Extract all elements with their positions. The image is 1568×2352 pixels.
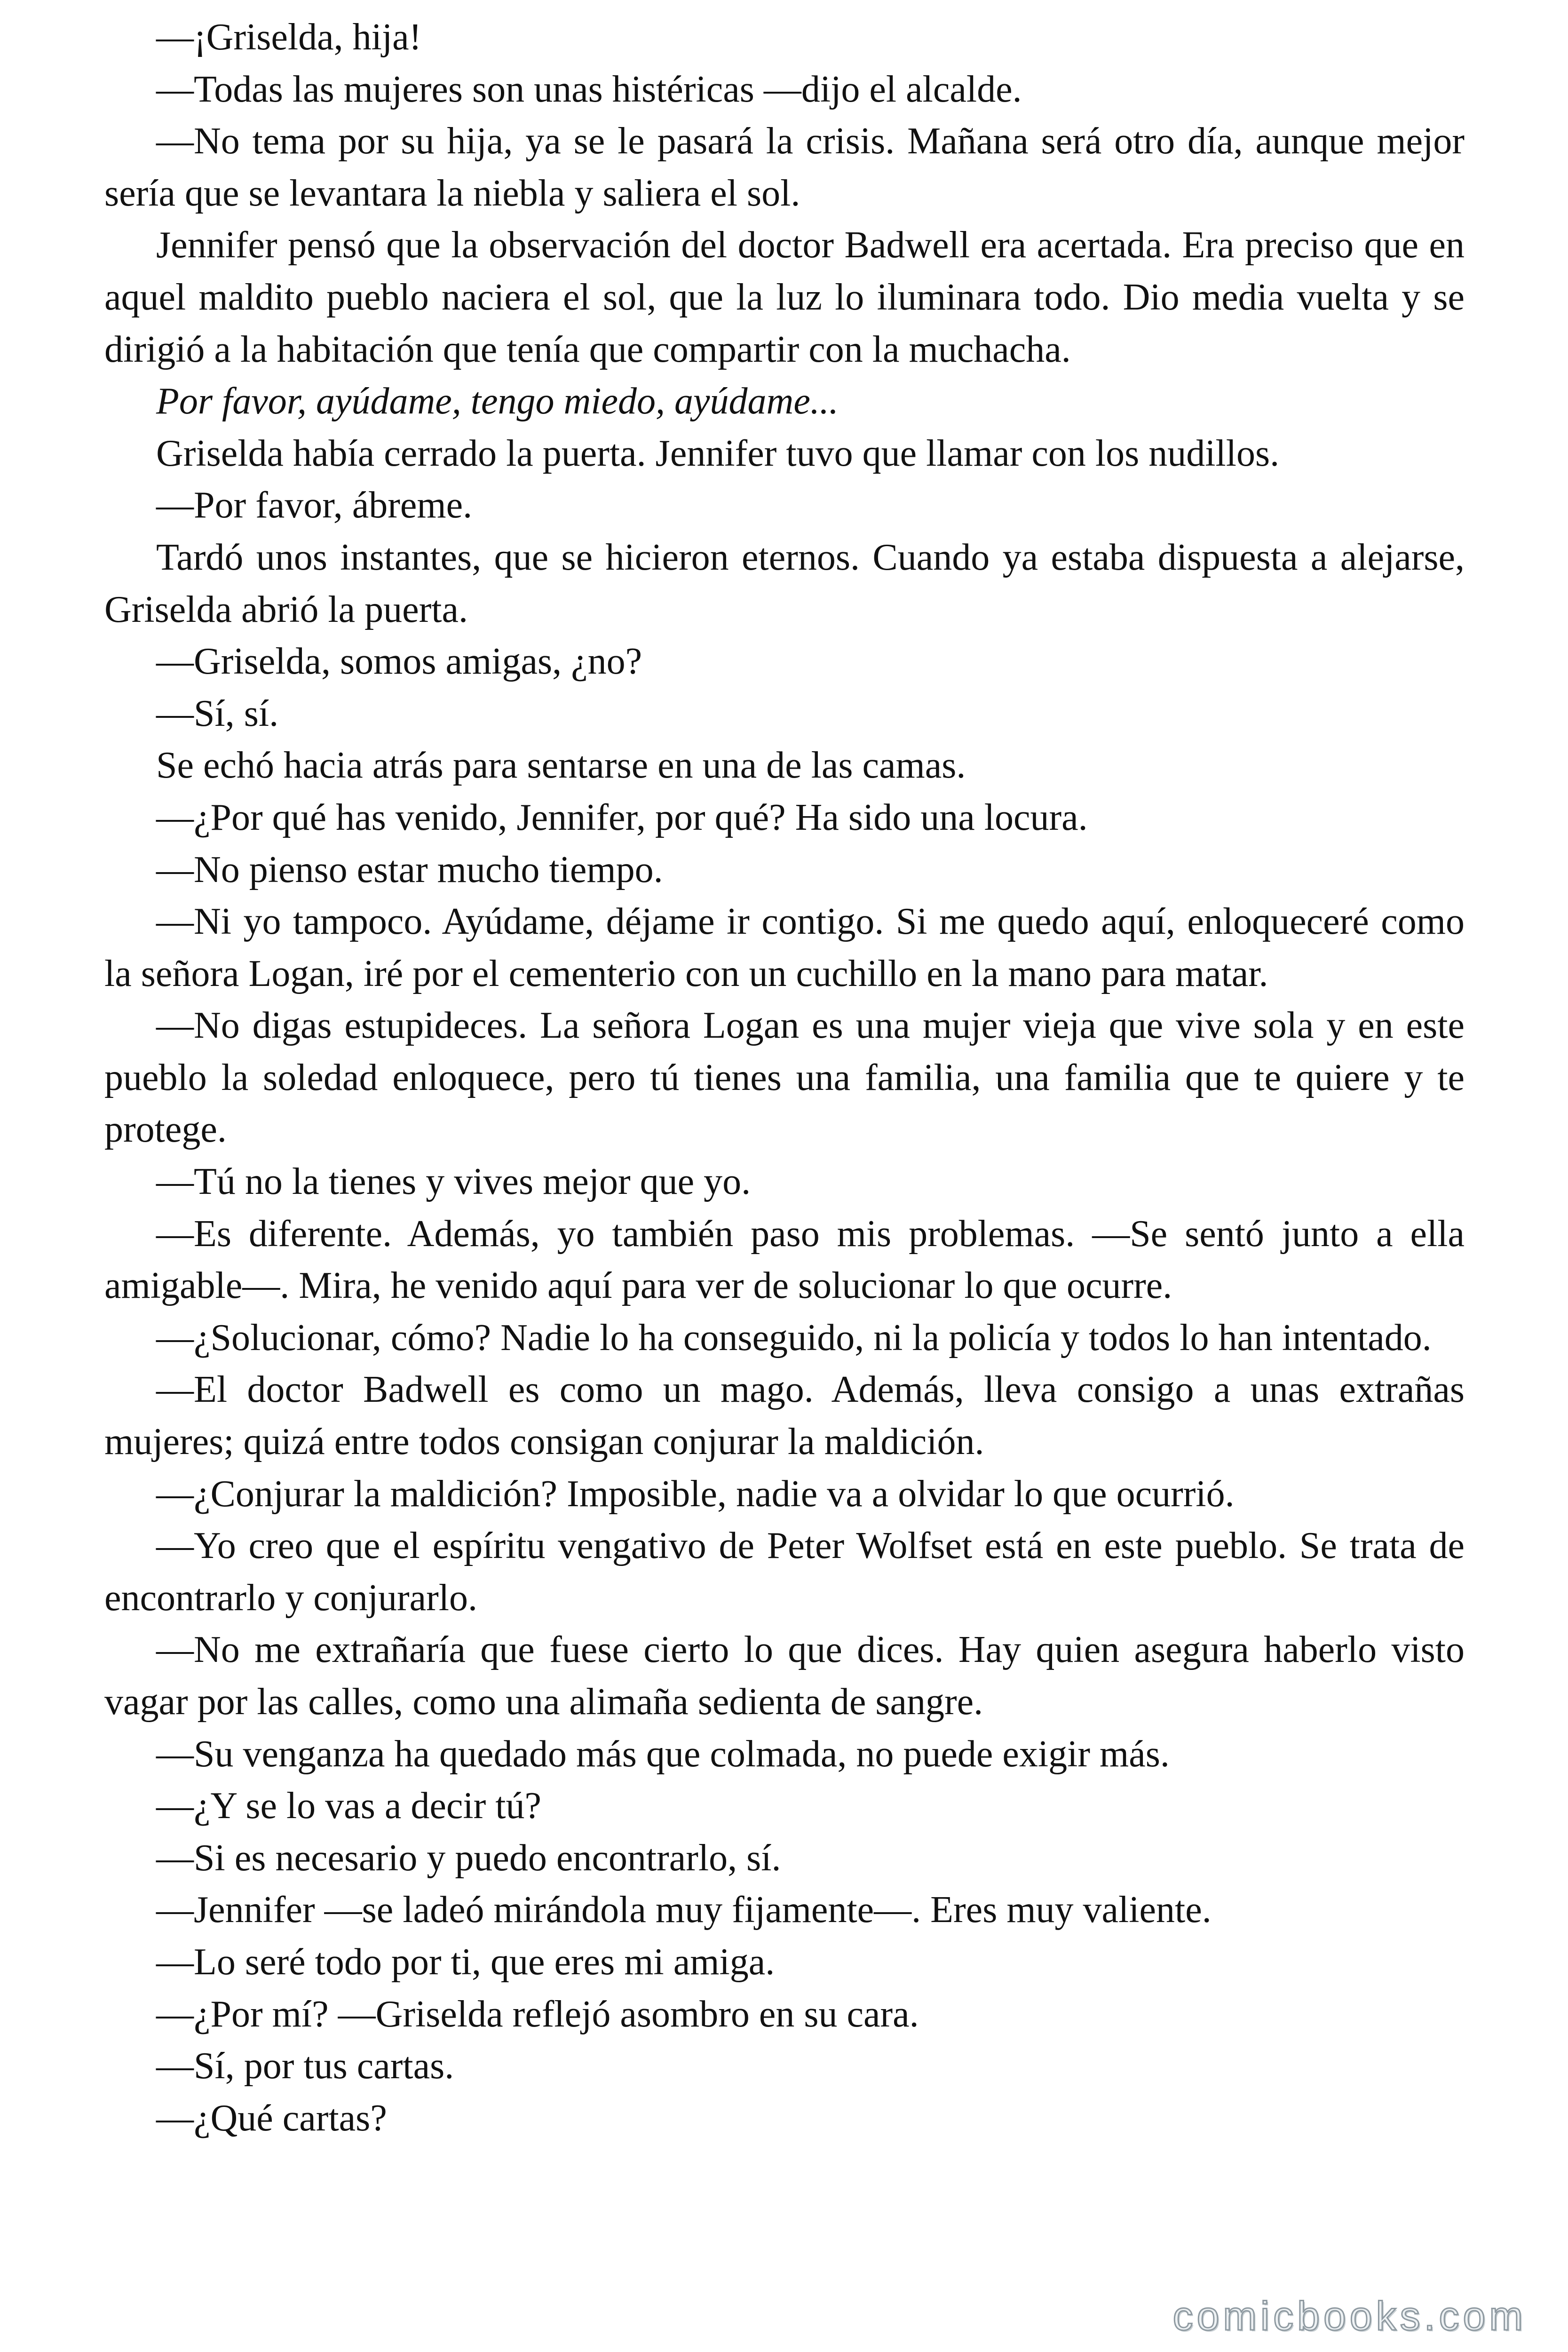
paragraph: —Su venganza ha quedado más que colmada, no puede exigir más. [156, 1733, 1170, 1775]
paragraph: —Lo seré todo por ti, que eres mi amiga. [156, 1941, 775, 1983]
paragraph: —¿Conjurar la maldición? Imposible, nadie va a olvidar lo que ocurrió. [156, 1473, 1235, 1515]
paragraph: —Si es necesario y puedo encontrarlo, sí. [156, 1837, 781, 1879]
paragraph: —Ni yo tampoco. Ayúdame, déjame ir contigo. Si me quedo aquí, enloqueceré como la señora Logan, iré por el cementerio con un cuchillo en la mano para matar. [104, 901, 1465, 994]
watermark: comicbooks.com [1172, 2294, 1527, 2339]
paragraph: —Griselda, somos amigas, ¿no? [156, 641, 642, 683]
paragraph: —¿Qué cartas? [156, 2097, 387, 2139]
paragraph: —¿Por mí? —Griselda reflejó asombro en su cara. [156, 1993, 919, 2035]
paragraph: —Todas las mujeres son unas histéricas —dijo el alcalde. [156, 68, 1022, 110]
paragraph: —Jennifer —se ladeó mirándola muy fijamente—. Eres muy valiente. [156, 1889, 1212, 1931]
paragraph: —No digas estupideces. La señora Logan es una mujer vieja que vive sola y en este pueblo la soledad enloquece, pero tú tienes una familia, una familia que te quiere y te protege. [104, 1005, 1465, 1151]
paragraph: Se echó hacia atrás para sentarse en una de las camas. [156, 745, 966, 787]
paragraph: —¿Por qué has venido, Jennifer, por qué? Ha sido una locura. [156, 796, 1088, 838]
paragraph: Tardó unos instantes, que se hicieron eternos. Cuando ya estaba dispuesta a alejarse, Griselda abrió la puerta. [104, 536, 1465, 630]
paragraph: —El doctor Badwell es como un mago. Además, lleva consigo a unas extrañas mujeres; quizá entre todos consigan conjurar la maldición. [104, 1369, 1465, 1463]
paragraph: —Es diferente. Además, yo también paso mis problemas. —Se sentó junto a ella amigable—. Mira, he venido aquí para ver de solucionar lo que ocurre. [104, 1213, 1465, 1307]
paragraph: —¡Griselda, hija! [156, 16, 422, 58]
paragraph: —No me extrañaría que fuese cierto lo que dices. Hay quien asegura haberlo visto vagar por las calles, como una alimaña sedienta de sangre. [104, 1629, 1465, 1723]
paragraph: —¿Y se lo vas a decir tú? [156, 1785, 541, 1827]
paragraph: —Yo creo que el espíritu vengativo de Peter Wolfset está en este pueblo. Se trata de encontrarlo y conjurarlo. [104, 1525, 1465, 1619]
paragraph: —Por favor, ábreme. [156, 485, 473, 526]
paragraph: Jennifer pensó que la observación del doctor Badwell era acertada. Era preciso que en aquel maldito pueblo naciera el sol, que la luz lo iluminara todo. Dio media vuelta y se dirigió a la habitación que tenía que compartir con la muchacha. [104, 224, 1465, 370]
paragraph: —¿Solucionar, cómo? Nadie lo ha conseguido, ni la policía y todos lo han intentado. [156, 1317, 1432, 1359]
paragraph: Griselda había cerrado la puerta. Jennifer tuvo que llamar con los nudillos. [156, 432, 1280, 474]
body-text [104, 11, 1465, 2144]
paragraph: —Sí, sí. [156, 692, 279, 734]
paragraph: —No pienso estar mucho tiempo. [156, 849, 663, 890]
paragraph-italic: Por favor, ayúdame, tengo miedo, ayúdame... [156, 381, 839, 422]
paragraph: —No tema por su hija, ya se le pasará la crisis. Mañana será otro día, aunque mejor sería que se levantara la niebla y saliera el sol. [104, 120, 1465, 214]
paragraph: —Sí, por tus cartas. [156, 2045, 454, 2087]
paragraph: —Tú no la tienes y vives mejor que yo. [156, 1161, 751, 1203]
